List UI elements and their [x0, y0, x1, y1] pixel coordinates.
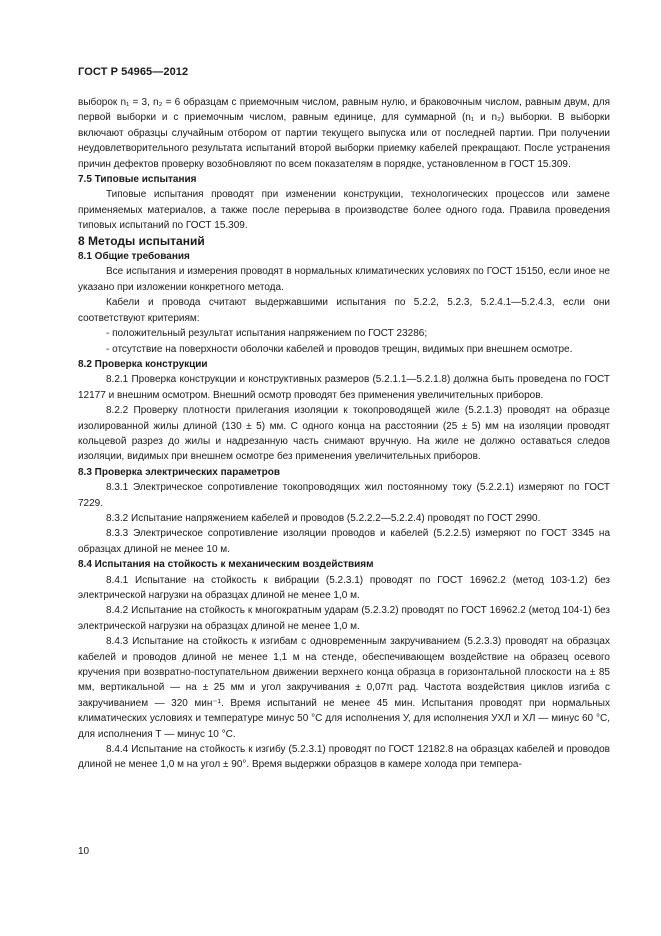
paragraph-8-2-1: 8.2.1 Проверка конструкции и конструктивных размеров (5.2.1.1—5.2.1.8) должна быть проведена по ГОСТ 12177 и внешним осмотром. Внешний осмотр проводят без применения увеличительных приборов. [78, 374, 610, 401]
paragraph-8-3-1: 8.3.1 Электрическое сопротивление токопроводящих жил постоянному току (5.2.2.1) измеряют по ГОСТ 7229. [78, 482, 610, 509]
paragraph-8-4-2: 8.4.2 Испытание на стойкость к многократным ударам (5.2.3.2) проводят по ГОСТ 16962.2 (метод 104-1) без электрической нагрузки на образцах длиной не менее 1,0 м. [78, 605, 610, 632]
heading-8-2: 8.2 Проверка конструкции [78, 358, 208, 370]
paragraph-8-4-1: 8.4.1 Испытание на стойкость к вибрации (5.2.3.1) проводят по ГОСТ 16962.2 (метод 103-1.2) без электрической нагрузки на образцах длиной не менее 1,0 м. [78, 574, 610, 601]
paragraph-8-1-b: Кабели и провода считают выдержавшими испытания по 5.2.2, 5.2.3, 5.2.4.1—5.2.4.3, если они соответствуют критериям: [78, 297, 610, 324]
paragraph-continued: выборок n₁ = 3, n₂ = 6 образцам с приемочным числом, равным нулю, и браковочным числом, равным двум, для первой выборки и с приемочным числом, равным единице, для суммарной (n₁ и n₂) выборки. В выборки включают образцы случайным отбором от партии текущего выпуска или от последней партии. При получении неудовлетворительного результата испытаний второй выборки приемку кабелей прекращают. После устранения причин дефектов проверку возобновляют по всем показателям в порядке, установленном в ГОСТ 15.309. [78, 97, 610, 170]
paragraph-8-1-a: Все испытания и измерения проводят в нормальных климатических условиях по ГОСТ 15150, если иное не указано при изложении конкретного метода. [78, 266, 610, 293]
heading-7-5: 7.5 Типовые испытания [78, 174, 197, 186]
page-number: 10 [78, 846, 90, 857]
list-item-criterion-1: - положительный результат испытания напряжением по ГОСТ 23286; [106, 328, 428, 340]
document-code-header: ГОСТ Р 54965—2012 [78, 66, 189, 78]
heading-8-3: 8.3 Проверка электрических параметров [78, 466, 280, 478]
heading-8-4: 8.4 Испытания на стойкость к механическим воздействиям [78, 559, 374, 571]
paragraph-8-4-4: 8.4.4 Испытание на стойкость к изгибу (5.2.3.1) проводят по ГОСТ 12182.8 на образцах кабелей и проводов длиной не менее 1,0 м на угол ± 90°. Время выдержки образцов в камере холода при темпера- [78, 744, 610, 771]
section-heading-8: 8 Методы испытаний [78, 233, 205, 248]
paragraph-8-3-2: 8.3.2 Испытание напряжением кабелей и проводов (5.2.2.2—5.2.2.4) проводят по ГОСТ 2990. [106, 512, 541, 524]
paragraph-7-5: Типовые испытания проводят при изменении конструкции, технологических процессов или замене применяемых материалов, а также после перерыва в производстве более одного года. Правила проведения типовых испытаний по ГОСТ 15.309. [78, 189, 610, 232]
list-item-criterion-2: - отсутствие на поверхности оболочки кабелей и проводов трещин, видимых при внешнем осмотре. [106, 343, 573, 355]
paragraph-8-4-3: 8.4.3 Испытание на стойкость к изгибам с одновременным закручиванием (5.2.3.3) проводят на образцах кабелей и проводов длиной не менее 1,1 м на стенде, обеспечивающем воздействие на образец осевого кручения при возвратно-поступательном движении верхнего конца образца в горизонтальной плоскости на ± 85 мм, вертикальной — на ± 25 мм и угол закручивания ± 0,07π рад. Частота воздействия циклов изгиба с закручиванием — 320 мин⁻¹. Время испытаний не менее 45 мин. Испытания проводят при нормальных климатических условиях и температуре минус 50 °С для исполнения У, для исполнения УХЛ и ХЛ — минус 60 °С, для исполнения Т — минус 10 °С. [78, 636, 610, 740]
paragraph-8-3-3: 8.3.3 Электрическое сопротивление изоляции проводов и кабелей (5.2.2.5) измеряют по ГОСТ 3345 на образцах длиной не менее 10 м. [78, 528, 610, 555]
paragraph-8-2-2: 8.2.2 Проверку плотности прилегания изоляции к токопроводящей жиле (5.2.1.3) проводят на образце изолированной жилы длиной (130 ± 5) мм. С одного конца на расстоянии (25 ± 5) мм на изоляции проводят кольцевой разрез до жилы и надрезанную часть снимают вручную. На жиле не должно оставаться следов изоляции, видимых при внешнем осмотре без применения увеличительных приборов. [78, 405, 610, 463]
heading-8-1: 8.1 Общие требования [78, 251, 190, 263]
document-body [78, 95, 610, 773]
